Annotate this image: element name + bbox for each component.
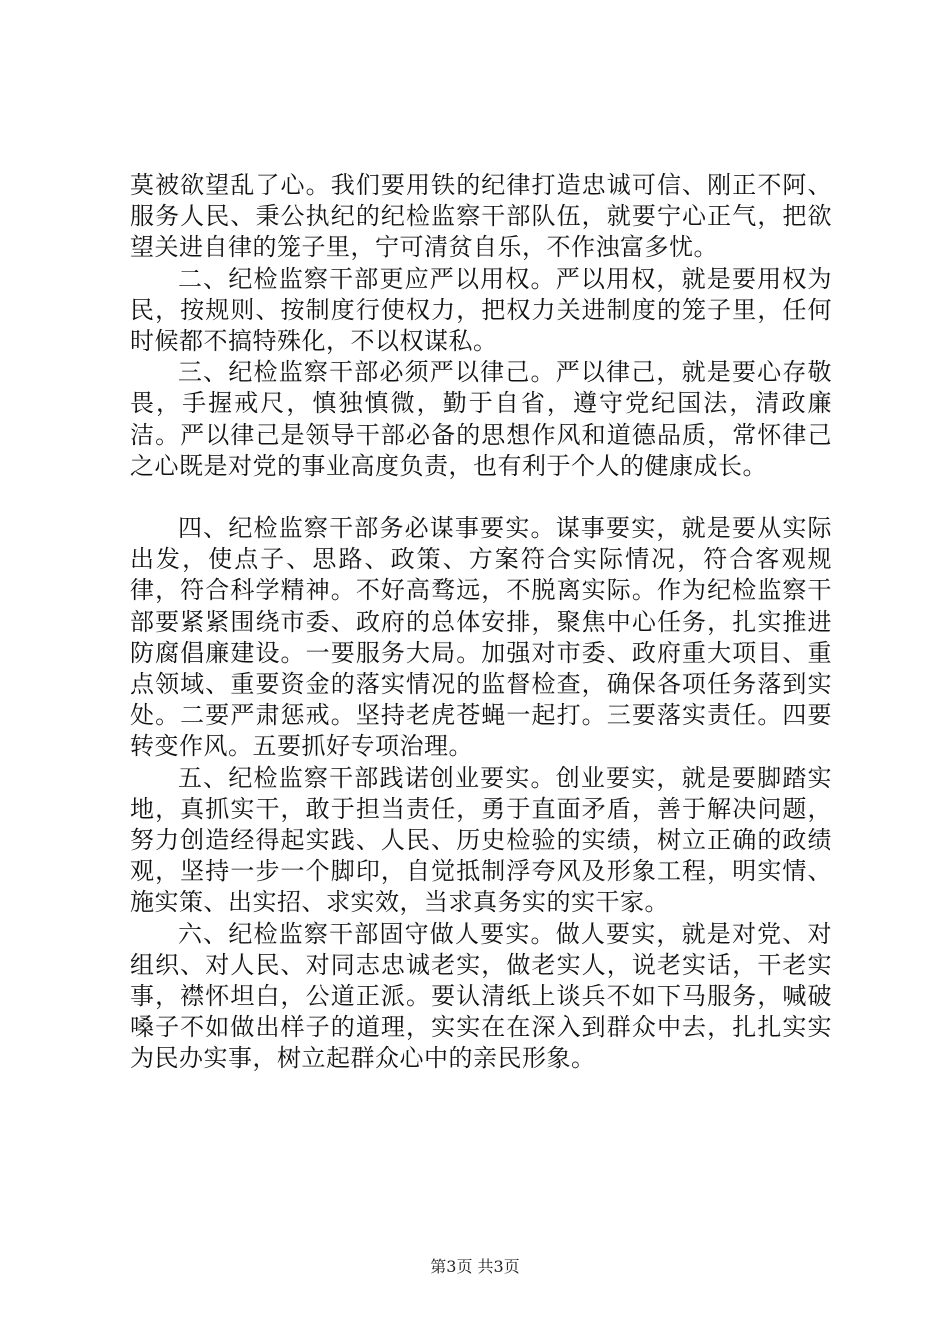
- paragraph-continuation: 莫被欲望乱了心。我们要用铁的纪律打造忠诚可信、刚正不阿、服务人民、秉公执纪的纪检监察干部队伍，就要宁心正气，把欲望关进自律的笼子里，宁可清贫自乐，不作浊富多忧。: [130, 171, 832, 262]
- paragraph-two: 二、纪检监察干部更应严以用权。严以用权，就是要用权为民，按规则、按制度行使权力，把权力关进制度的笼子里，任何时候都不搞特殊化，不以权谋私。: [130, 264, 832, 356]
- paragraph-six: 六、纪检监察干部固守做人要实。做人要实，就是对党、对组织、对人民、对同志忠诚老实，做老实人，说老实话，干老实事，襟怀坦白，公道正派。要认清纸上谈兵不如下马服务，喊破嗓子不如做出样子的道理，实实在在深入到群众中去，扎扎实实为民办实事，树立起群众心中的亲民形象。: [130, 919, 832, 1073]
- paragraph-five: 五、纪检监察干部践诺创业要实。创业要实，就是要脚踏实地，真抓实干，敢于担当责任，勇于直面矛盾，善于解决问题，努力创造经得起实践、人民、历史检验的实绩，树立正确的政绩观，坚持一步一个脚印，自觉抵制浮夸风及形象工程，明实情、施实策、出实招、求实效，当求真务实的实干家。: [130, 763, 832, 917]
- page-footer: [0, 1257, 950, 1277]
- paragraph-four: 四、纪检监察干部务必谋事要实。谋事要实，就是要从实际出发，使点子、思路、政策、方案符合实际情况，符合客观规律，符合科学精神。不好高骛远，不脱离实际。作为纪检监察干部要紧紧围绕市委、政府的总体安排，聚焦中心任务，扎实推进防腐倡廉建设。一要服务大局。加强对市委、政府重大项目、重点领域、重要资金的落实情况的监督检查，确保各项任务落到实处。二要严肃惩戒。坚持老虎苍蝇一起打。三要落实责任。四要转变作风。五要抓好专项治理。: [130, 514, 832, 761]
- page-number-label: 第3页 共3页: [430, 1257, 520, 1276]
- paragraph-three: 三、纪检监察干部必须严以律己。严以律己，就是要心存敬畏，手握戒尺，慎独慎微，勤于自省，遵守党纪国法，清政廉洁。严以律己是领导干部必备的思想作风和道德品质，常怀律己之心既是对党的事业高度负责，也有利于个人的健康成长。: [130, 358, 832, 480]
- document-body: [130, 170, 832, 1075]
